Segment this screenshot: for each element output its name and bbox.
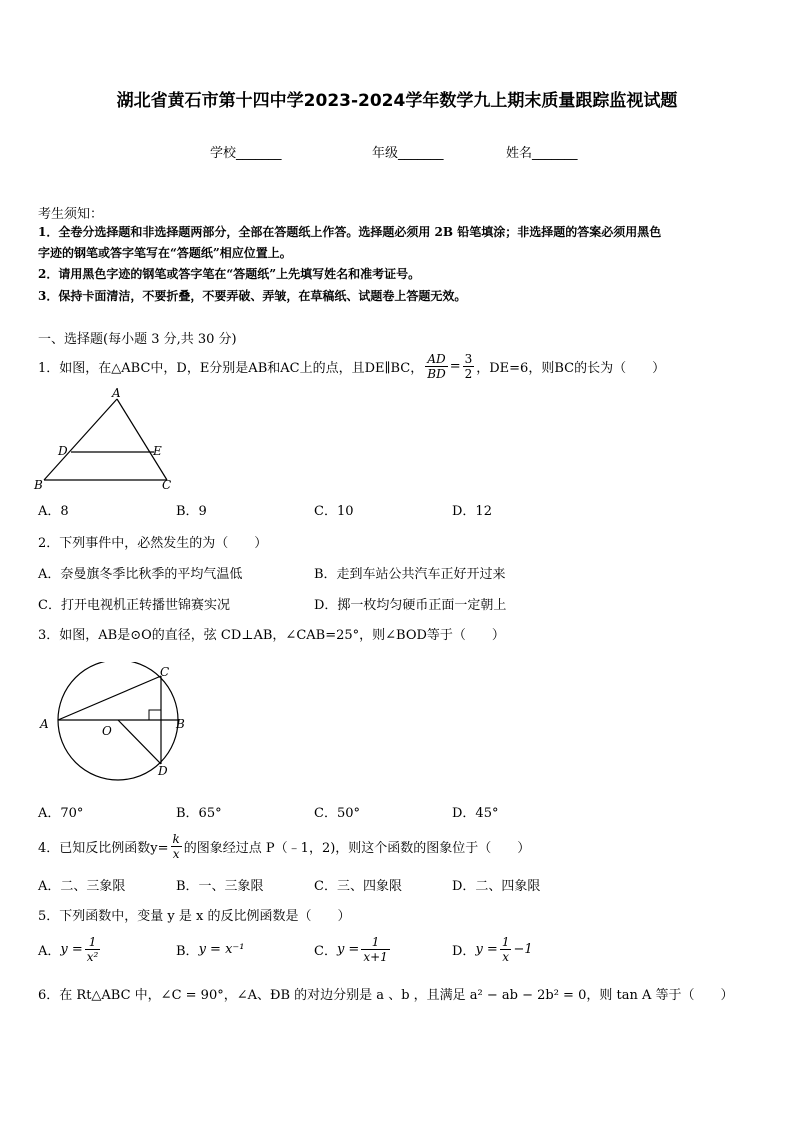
q3-right-angle-mark <box>149 710 161 720</box>
q4-option-a[interactable]: A．二、三象限 <box>38 879 126 894</box>
q4-stem-a: 4．已知反比例函数y= <box>38 840 169 856</box>
q3-option-c[interactable]: C．50° <box>314 806 360 821</box>
q5-option-d-tail: −1 <box>513 941 533 957</box>
q4-option-d[interactable]: D．二、四象限 <box>452 879 541 894</box>
q4-frac-k-x <box>171 832 182 861</box>
q3-label-a: A <box>40 717 49 731</box>
q4-stem-b: 的图象经过点 P（﹣1，2)，则这个函数的图象位于（ ） <box>183 840 531 856</box>
q3-option-b[interactable]: B．65° <box>176 806 222 821</box>
q4-frac-num: k <box>172 831 180 846</box>
q3-label-b: B <box>176 717 185 731</box>
q1-label-a: A <box>112 386 121 400</box>
q1-frac2-num: 3 <box>464 351 473 366</box>
notice-item-3: 3．保持卡面清洁，不要折叠，不要弄破、弄皱，在草稿纸、试题卷上答题无效。 <box>38 289 467 303</box>
q1-frac1-num: AD <box>425 352 447 367</box>
q5-option-a[interactable] <box>38 932 102 966</box>
q5-option-d-den: x <box>502 949 510 964</box>
q1-label-d: D <box>58 444 68 458</box>
name-field: 姓名_______ <box>506 146 578 161</box>
q3-segment-od <box>118 720 161 764</box>
page-title: 湖北省黄石市第十四中学2023-2024学年数学九上期末质量跟踪监视试题 <box>116 91 678 111</box>
q1-side-ac <box>117 399 167 480</box>
q5-option-d-num: 1 <box>501 934 510 949</box>
q3-option-a[interactable]: A．70° <box>38 806 84 821</box>
q5-option-c-label: C． <box>314 943 337 959</box>
q1-label-c: C <box>162 478 172 492</box>
q3-label-d: D <box>158 764 168 778</box>
q5-option-c-den: x+1 <box>363 949 388 964</box>
q1-frac-ad-bd <box>425 352 447 381</box>
q5-option-c-lhs: y = <box>336 941 360 957</box>
q5-option-a-den: x² <box>86 949 99 964</box>
notice-item-1b: 字迹的钢笔或答字笔写在“答题纸”相应位置上。 <box>38 246 292 260</box>
q4-option-c[interactable]: C．三、四象限 <box>314 879 402 894</box>
q1-option-b[interactable]: B．9 <box>176 504 207 519</box>
q4-frac-den: x <box>172 846 180 861</box>
q5-option-c-num: 1 <box>361 935 389 950</box>
q1-side-ab <box>44 399 117 480</box>
school-field: 学校_______ <box>210 146 282 161</box>
q1-option-d[interactable]: D．12 <box>452 504 492 519</box>
notice-item-2: 2．请用黑色字迹的钢笔或答字笔在“答题纸”上先填写姓名和准考证号。 <box>38 267 421 281</box>
notice-item-1a: 1．全卷分选择题和非选择题两部分，全部在答题纸上作答。选择题必须用 2B 铅笔填涂；非选择题的答案必须用黑色 <box>38 225 662 239</box>
q1-eq: = <box>449 358 461 374</box>
q3-circle-figure <box>36 662 196 784</box>
q5-option-a-num: 1 <box>85 935 101 950</box>
q1-stem-b: ，DE=6，则BC的长为（ ） <box>476 360 666 376</box>
q5-option-d-lhs: y = <box>475 941 498 957</box>
q4-option-b[interactable]: B．一、三象限 <box>176 879 264 894</box>
q5-option-a-frac <box>85 935 101 964</box>
notice-heading: 考生须知： <box>38 207 104 222</box>
q1-option-c[interactable]: C．10 <box>314 504 354 519</box>
q1-frac1-den: BD <box>427 366 446 381</box>
q4-stem <box>38 830 530 862</box>
section-heading: 一、选择题(每小题 3 分,共 30 分) <box>38 332 237 347</box>
q5-option-b-label: B． <box>176 943 199 959</box>
q5-option-b[interactable] <box>176 932 244 966</box>
q2-stem: 2．下列事件中，必然发生的为（ ） <box>38 536 268 551</box>
q1-triangle-figure <box>32 386 182 494</box>
q1-label-b: B <box>34 478 43 492</box>
q3-segment-ac <box>58 676 161 720</box>
q3-stem: 3．如图，AB是⊙O的直径，弦 CD⊥AB，∠CAB=25°，则∠BOD等于（ ） <box>38 628 505 643</box>
q5-option-d-frac <box>500 935 512 964</box>
q5-option-d-label: D． <box>452 943 476 959</box>
q2-option-d[interactable]: D．掷一枚均匀硬币正面一定朝上 <box>314 598 507 613</box>
q3-label-o: O <box>102 724 112 738</box>
q5-option-c[interactable] <box>314 932 392 966</box>
q2-option-b[interactable]: B．走到车站公共汽车正好开过来 <box>314 567 506 582</box>
q6-stem: 6．在 Rt△ABC 中，∠C = 90°，∠A、ÐB 的对边分别是 a 、b ，且满足 a² − ab − 2b² = 0，则 tan A 等于（ ） <box>38 988 734 1003</box>
q1-frac2-den: 2 <box>464 366 473 381</box>
q5-option-c-frac <box>361 935 389 964</box>
q3-option-d[interactable]: D．45° <box>452 806 499 821</box>
q1-frac-3-2 <box>463 352 475 381</box>
q5-option-b-expr: y = x⁻¹ <box>198 941 245 957</box>
q1-label-e: E <box>153 444 162 458</box>
grade-field: 年级_______ <box>372 146 444 161</box>
q2-option-a[interactable]: A．奈曼旗冬季比秋季的平均气温低 <box>38 567 243 582</box>
q5-option-a-lhs: y = <box>60 941 83 957</box>
q5-stem: 5．下列函数中，变量 y 是 x 的反比例函数是（ ） <box>38 909 351 924</box>
q1-option-a[interactable]: A．8 <box>38 504 69 519</box>
q5-option-a-label: A． <box>38 943 61 959</box>
q2-option-c[interactable]: C．打开电视机正转播世锦赛实况 <box>38 598 230 613</box>
q1-stem-a: 1．如图，在△ABC中，D，E分别是AB和AC上的点，且DE∥BC， <box>38 360 424 376</box>
q1-stem <box>38 350 665 382</box>
q5-option-d[interactable] <box>452 932 533 966</box>
q3-label-c: C <box>160 665 170 679</box>
